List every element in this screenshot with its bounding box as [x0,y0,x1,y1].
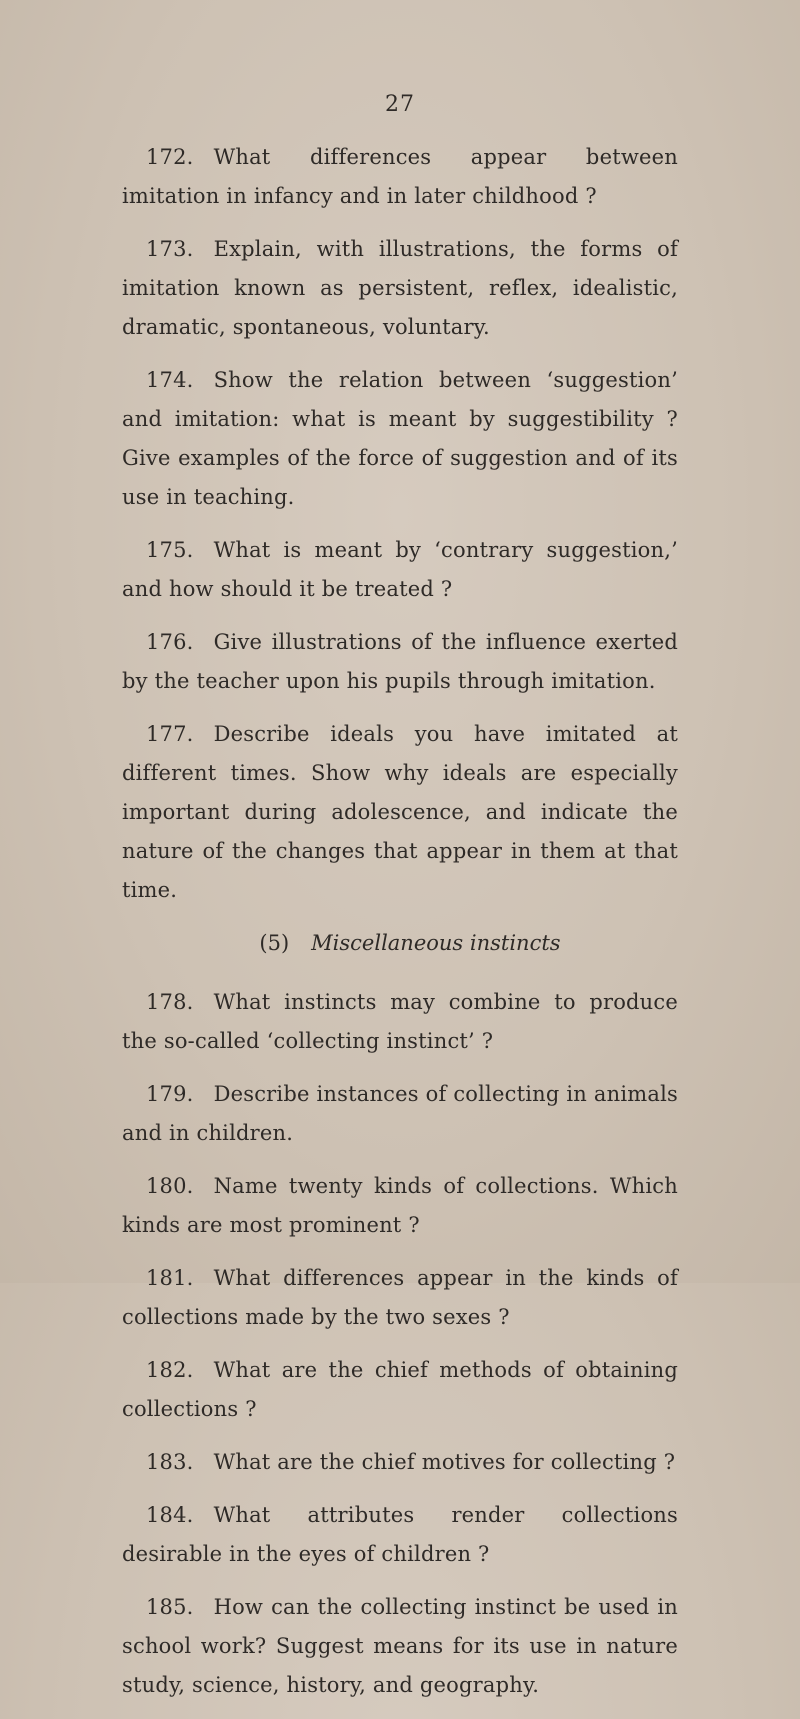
question-number: 179. [146,1082,194,1106]
question-number: 177. [146,722,194,746]
section-title: Miscellaneous instincts [311,931,561,955]
question-number: 182. [146,1358,194,1382]
question-text: Name twenty kinds of collections. Which kinds are most prominent ? [122,1174,678,1237]
question-item [122,138,678,216]
question-text: What differences appear in the kinds of collections made by the two sexes ? [122,1266,678,1329]
question-text: How can the collecting instinct be used in school work? Suggest means for its use in nature study, science, history, and geography. [122,1595,678,1697]
question-text: What are the chief methods of obtaining collections ? [122,1358,678,1421]
question-item [122,1443,678,1482]
question-text: What instincts may combine to produce the so-called ‘collecting instinct’ ? [122,990,678,1053]
question-item [122,1496,678,1574]
question-item [122,1075,678,1153]
question-item [122,715,678,910]
question-number: 175. [146,538,194,562]
question-text: Explain, with illustrations, the forms of imitation known as persistent, reflex, idealistic, dramatic, spontaneous, voluntary. [122,237,678,339]
question-item [122,1588,678,1705]
question-number: 180. [146,1174,194,1198]
question-number: 185. [146,1595,194,1619]
questions-list [122,138,678,1719]
question-item [122,1351,678,1429]
question-number: 181. [146,1266,194,1290]
question-item [122,1259,678,1337]
question-item [122,623,678,701]
page-number: 27 [385,92,415,117]
question-number: 172. [146,145,194,169]
question-text: What are the chief motives for collecting ? [213,1450,676,1474]
question-number: 174. [146,368,194,392]
section-heading [122,924,678,963]
question-item [122,1167,678,1245]
question-number: 176. [146,630,194,654]
question-number: 184. [146,1503,194,1527]
question-text: Show the relation between ‘suggestion’ and imitation: what is meant by suggestibility ? Give examples of the force of suggestion and of its use in teaching. [122,368,678,509]
question-item [122,361,678,517]
question-text: What is meant by ‘contrary suggestion,’ and how should it be treated ? [122,538,678,601]
question-text: Describe ideals you have imitated at different times. Show why ideals are especially important during adolescence, and indicate the nature of the changes that appear in them at that time. [122,722,678,902]
question-number: 178. [146,990,194,1014]
question-item [122,983,678,1061]
question-number: 173. [146,237,194,261]
section-number: (5) [259,931,290,955]
question-text: Describe instances of collecting in animals and in children. [122,1082,678,1145]
question-number: 183. [146,1450,194,1474]
question-text: Give illustrations of the influence exerted by the teacher upon his pupils through imitation. [122,630,678,693]
question-text: What differences appear between imitation in infancy and in later childhood ? [122,145,678,208]
question-item [122,230,678,347]
question-item [122,531,678,609]
question-text: What attributes render collections desirable in the eyes of children ? [122,1503,678,1566]
